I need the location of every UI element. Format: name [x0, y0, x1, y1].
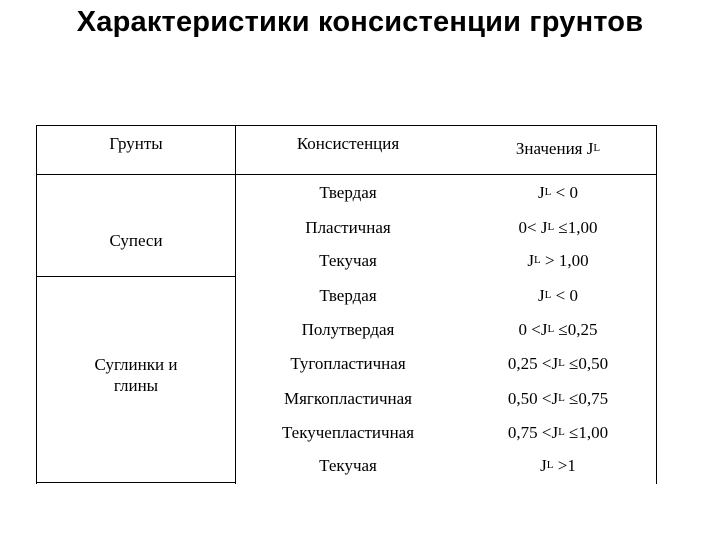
table-row-value: 0,50 <J L ≤0,75	[507, 388, 609, 408]
table-row-value: 0,75 <J L ≤1,00	[507, 422, 609, 442]
header-value: Значения J L	[515, 138, 601, 158]
table-right-border	[656, 125, 657, 484]
table-row-consistency: Текучепластичная	[281, 422, 415, 442]
value-lead: J	[527, 250, 535, 270]
value-tail: < 0	[551, 285, 578, 305]
table-row-consistency: Полутвердая	[301, 319, 395, 339]
value-tail: < 0	[551, 182, 578, 202]
table-row-consistency: Текучая	[319, 250, 377, 270]
value-tail: ≤1,00	[564, 422, 609, 442]
value-tail: > 1,00	[540, 250, 589, 270]
value-lead: 0 <J	[518, 319, 548, 339]
table-bottom-border	[36, 482, 236, 483]
table-row-value: J L > 1,00	[527, 250, 589, 270]
table-row-consistency: Пластичная	[305, 217, 391, 237]
consistency-table	[36, 125, 657, 484]
value-lead: J	[538, 182, 545, 202]
value-lead: 0,75 <J	[507, 422, 559, 442]
value-tail: ≤0,50	[564, 353, 609, 373]
table-row-value: J L < 0	[538, 182, 578, 202]
value-tail: >1	[553, 455, 576, 475]
value-lead: 0,25 <J	[507, 353, 559, 373]
group-label-supesi: Супеси	[109, 230, 163, 250]
table-row-consistency: Твердая	[319, 182, 377, 202]
group-divider	[36, 276, 236, 277]
group-label-suglinki	[36, 353, 236, 397]
group-label-line1: Суглинки и	[94, 355, 178, 374]
header-bottom-border	[36, 174, 657, 175]
value-lead: J	[540, 455, 547, 475]
table-row-value: J L < 0	[538, 285, 578, 305]
page-title: Характеристики консистенции грунтов	[76, 6, 644, 38]
value-tail: ≤1,00	[554, 217, 598, 237]
header-value-main: Значения J	[515, 138, 594, 158]
table-row-value: 0,25 <J L ≤0,50	[507, 353, 609, 373]
group-label-line2: глины	[113, 376, 159, 395]
header-soil: Грунты	[109, 133, 163, 153]
table-row-consistency: Мягкопластичная	[283, 388, 412, 408]
value-tail: ≤0,75	[564, 388, 609, 408]
table-row-consistency: Текучая	[319, 455, 377, 475]
table-row-consistency: Тугопластичная	[290, 353, 406, 373]
table-row-consistency: Твердая	[319, 285, 377, 305]
value-lead: J	[538, 285, 545, 305]
table-row-value: 0< J L ≤1,00	[518, 217, 598, 237]
table-left-border	[36, 125, 37, 484]
header-consistency: Консистенция	[296, 133, 400, 153]
table-row-value: 0 <J L ≤0,25	[518, 319, 598, 339]
table-row-value: J L >1	[540, 455, 576, 475]
value-lead: 0< J	[518, 217, 548, 237]
value-tail: ≤0,25	[554, 319, 598, 339]
value-lead: 0,50 <J	[507, 388, 559, 408]
